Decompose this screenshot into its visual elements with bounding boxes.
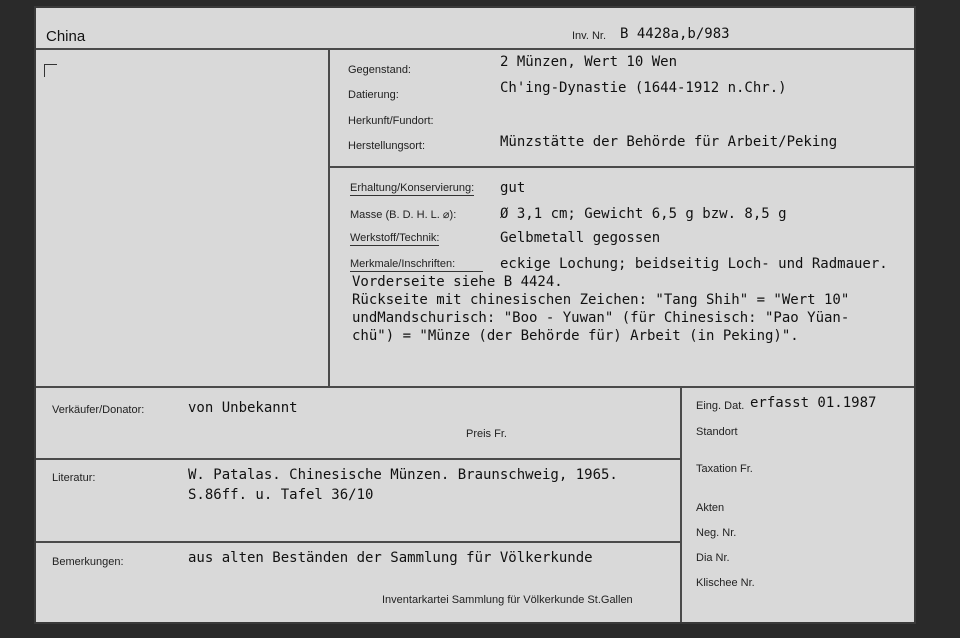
werkstoff-value: Gelbmetall gegossen [500, 230, 661, 246]
bemerkungen-value: aus alten Beständen der Sammlung für Völkerkunde [188, 550, 593, 566]
photo-corner-mark [44, 64, 57, 77]
gegenstand-value: 2 Münzen, Wert 10 Wen [500, 54, 678, 70]
werkstoff-label: Werkstoff/Technik: [350, 232, 440, 244]
eing-dat-value: erfasst 01.1987 [750, 395, 877, 411]
merkmale-line-4: undMandschurisch: "Boo - Yuwan" (für Chinesisch: "Pao Yüan- [352, 310, 850, 326]
country-label: China [46, 28, 86, 45]
masse-value: Ø 3,1 cm; Gewicht 6,5 g bzw. 8,5 g [500, 206, 787, 222]
eing-dat-label: Eing. Dat. [696, 400, 745, 412]
right-panel-divider [680, 386, 682, 624]
datierung-value: Ch'ing-Dynastie (1644-1912 n.Chr.) [500, 80, 787, 96]
merkmale-line-2: Vorderseite siehe B 4424. [352, 274, 563, 290]
middle-divider [36, 386, 916, 388]
erhaltung-label: Erhaltung/Konservierung: [350, 182, 475, 194]
taxation-label: Taxation Fr. [696, 463, 753, 475]
herstellungsort-label: Herstellungsort: [348, 140, 426, 152]
masse-label: Masse (B. D. H. L. ⌀): [350, 209, 457, 221]
inv-nr-value: B 4428a,b/983 [620, 26, 730, 42]
dia-nr-label: Dia Nr. [696, 552, 730, 564]
preis-label: Preis Fr. [466, 428, 507, 440]
inv-nr-label: Inv. Nr. [572, 30, 607, 42]
neg-nr-label: Neg. Nr. [696, 527, 737, 539]
inventory-card [34, 6, 916, 624]
literature-divider [36, 541, 680, 543]
akten-label: Akten [696, 502, 725, 514]
standort-label: Standort [696, 426, 738, 438]
card-footer: Inventarkartei Sammlung für Völkerkunde St.Gallen [382, 594, 633, 606]
merkmale-line-1: eckige Lochung; beidseitig Loch- und Radmauer. [500, 256, 888, 272]
literatur-line-2: S.86ff. u. Tafel 36/10 [188, 487, 374, 503]
left-column-divider [328, 48, 330, 388]
merkmale-line-3: Rückseite mit chinesischen Zeichen: "Tang Shih" = "Wert 10" [352, 292, 850, 308]
merkmale-line-5: chü") = "Münze (der Behörde für) Arbeit (in Peking)". [352, 328, 799, 344]
verkaeufer-label: Verkäufer/Donator: [52, 404, 145, 416]
verkaeufer-value: von Unbekannt [188, 400, 298, 416]
datierung-label: Datierung: [348, 89, 399, 101]
bemerkungen-label: Bemerkungen: [52, 556, 124, 568]
merkmale-label: Merkmale/Inschriften: [350, 258, 483, 272]
seller-divider [36, 458, 680, 460]
header-divider [36, 48, 916, 50]
erhaltung-value: gut [500, 180, 526, 196]
literatur-label: Literatur: [52, 472, 96, 484]
object-divider [328, 166, 916, 168]
herkunft-label: Herkunft/Fundort: [348, 115, 434, 127]
literatur-line-1: W. Patalas. Chinesische Münzen. Braunschweig, 1965. [188, 467, 618, 483]
gegenstand-label: Gegenstand: [348, 64, 411, 76]
klischee-nr-label: Klischee Nr. [696, 577, 755, 589]
herstellungsort-value: Münzstätte der Behörde für Arbeit/Peking [500, 134, 838, 150]
